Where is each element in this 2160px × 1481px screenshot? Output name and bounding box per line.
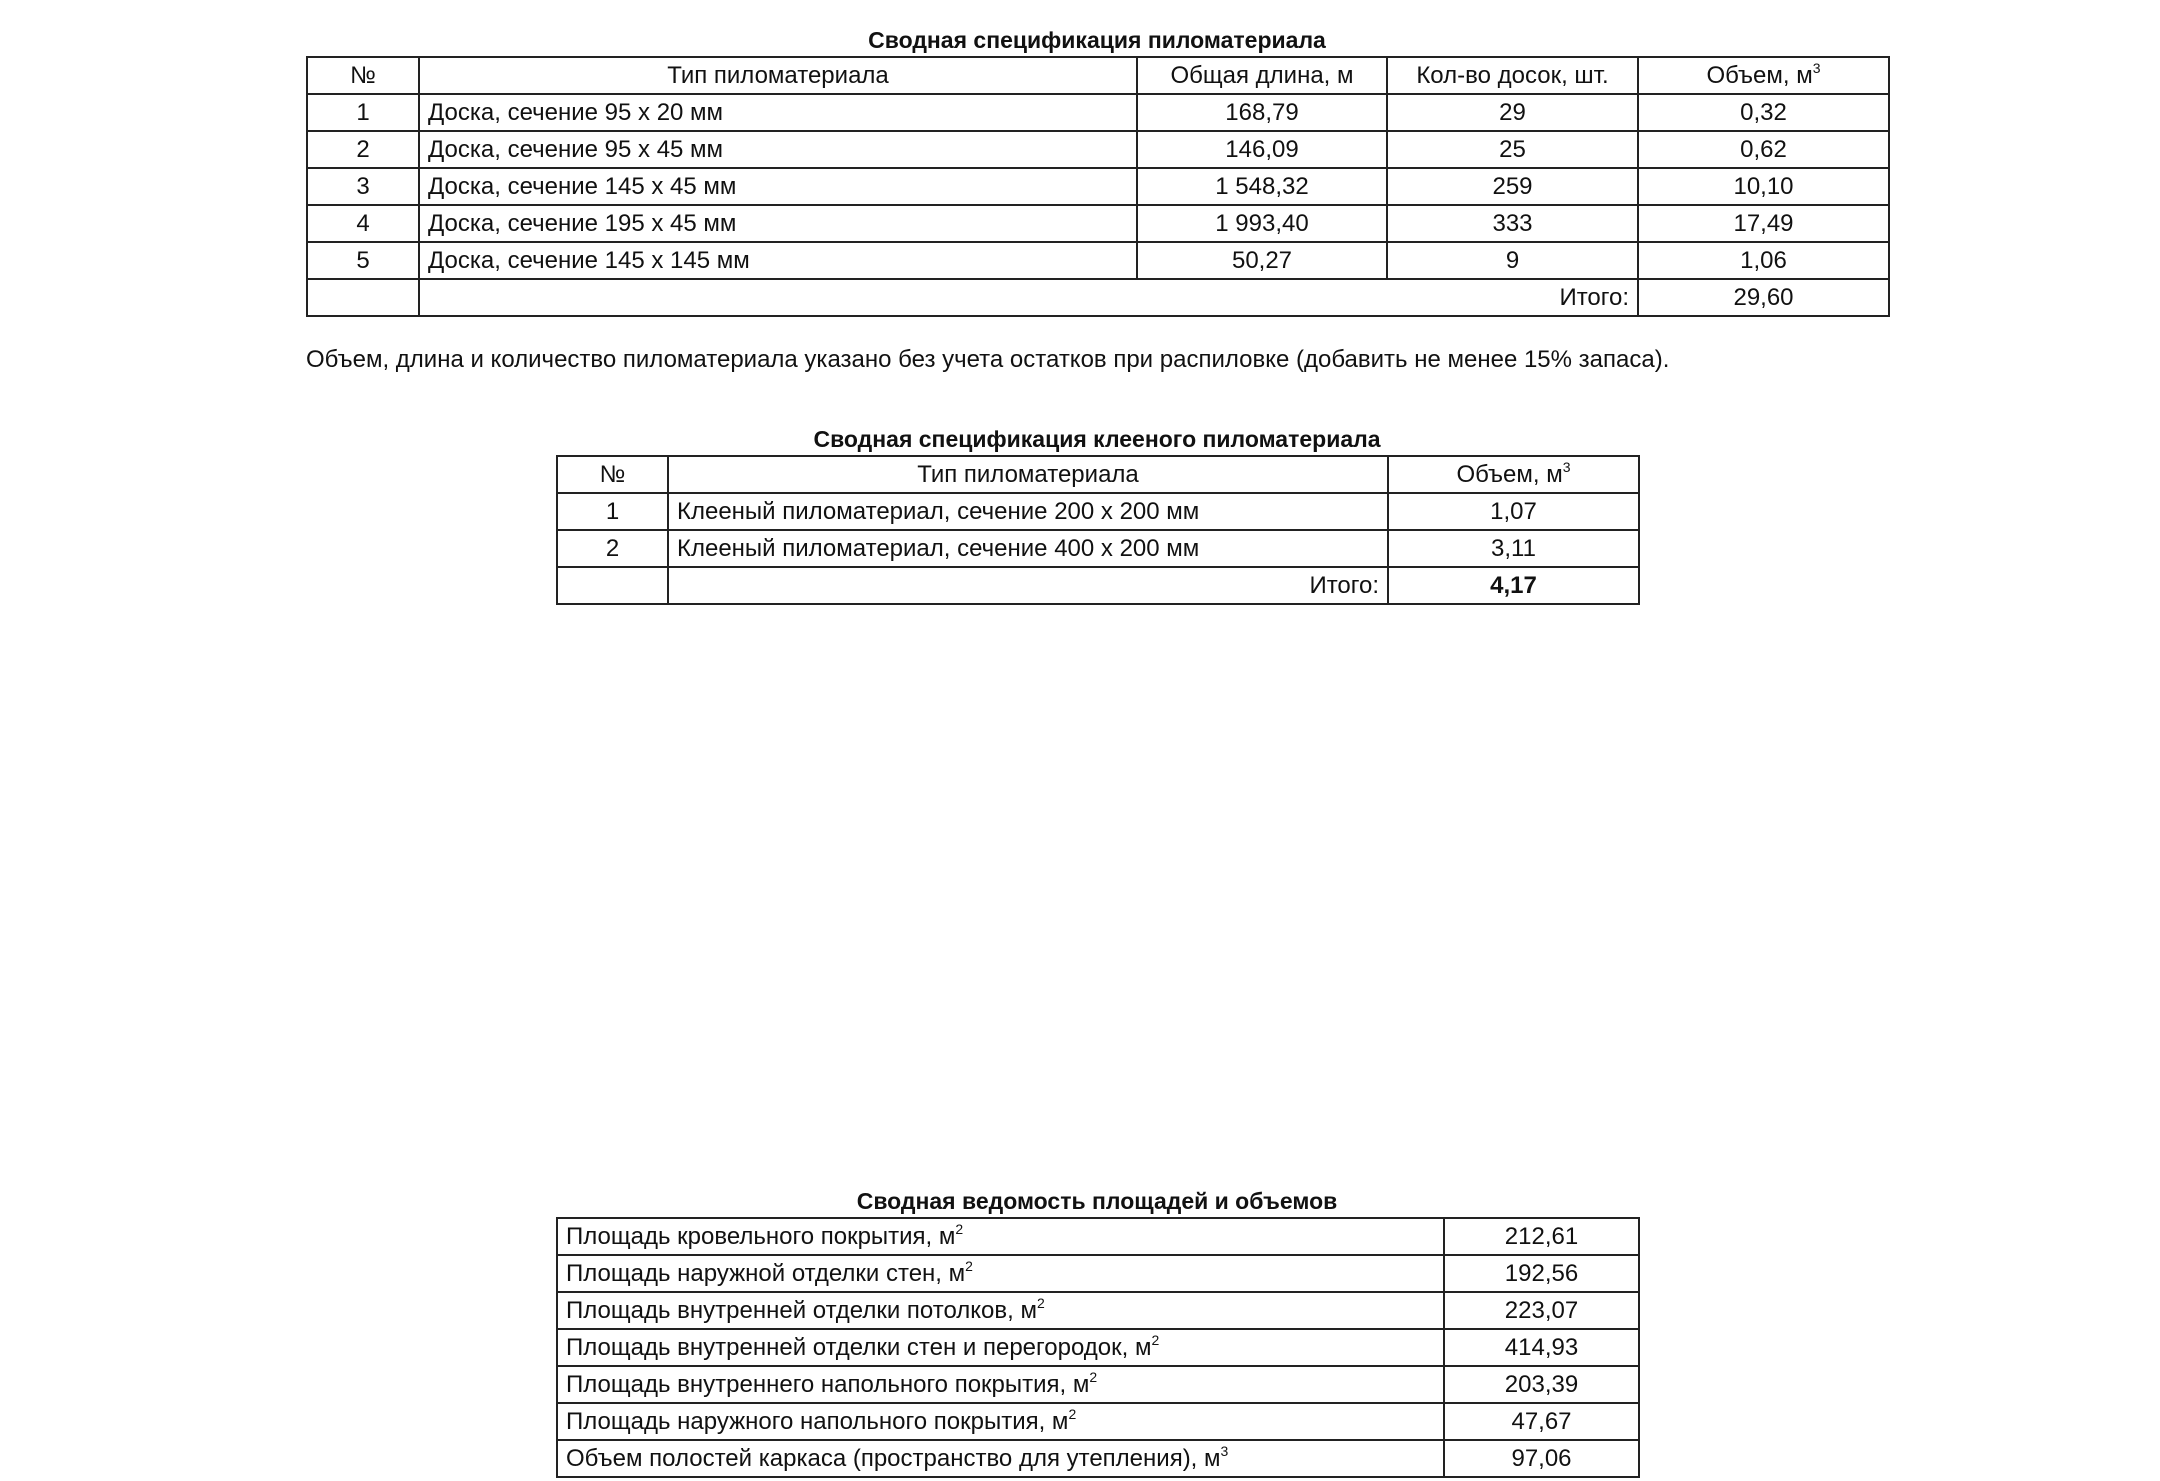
table-header-row [307, 57, 1889, 94]
cell-num: 2 [557, 530, 668, 567]
unit-sup: 2 [1089, 1368, 1098, 1385]
unit-sup: 2 [1036, 1294, 1045, 1311]
cell-value: 212,61 [1444, 1218, 1639, 1255]
label-text: Площадь внутреннего напольного покрытия, м [566, 1370, 1090, 1398]
header-volume-label: Объем, м [1706, 61, 1813, 89]
table-row [557, 1255, 1639, 1292]
label-text: Площадь кровельного покрытия, м [566, 1222, 956, 1250]
table-row [307, 94, 1889, 131]
cell-label [557, 1218, 1444, 1255]
cell-value: 192,56 [1444, 1255, 1639, 1292]
total-row [307, 279, 1889, 316]
cell-count: 25 [1387, 131, 1638, 168]
total-label: Итого: [668, 567, 1388, 604]
table-row [557, 1440, 1639, 1477]
cell-length: 168,79 [1137, 94, 1387, 131]
table-row [557, 1403, 1639, 1440]
header-volume-sup: 3 [1562, 458, 1571, 475]
cell-count: 29 [1387, 94, 1638, 131]
cell-num: 5 [307, 242, 419, 279]
cell-label [557, 1403, 1444, 1440]
table-row [557, 530, 1639, 567]
lumber-note: Объем, длина и количество пиломатериала указано без учета остатков при распиловке (добавить не менее 15% запаса). [306, 346, 1670, 373]
cell-count: 333 [1387, 205, 1638, 242]
cell-type: Доска, сечение 195 х 45 мм [419, 205, 1137, 242]
lumber-spec-table [306, 56, 1890, 317]
header-count: Кол-во досок, шт. [1387, 57, 1638, 94]
unit-sup: 2 [965, 1257, 973, 1274]
cell-label [557, 1255, 1444, 1292]
cell-num: 2 [307, 131, 419, 168]
cell-volume: 10,10 [1638, 168, 1889, 205]
cell-type: Клееный пиломатериал, сечение 200 х 200 мм [668, 493, 1388, 530]
label-text: Площадь наружной отделки стен, м [566, 1259, 966, 1287]
total-row [557, 567, 1639, 604]
cell-num: 3 [307, 168, 419, 205]
cell-length: 146,09 [1137, 131, 1387, 168]
cell-value: 47,67 [1444, 1403, 1639, 1440]
header-type: Тип пиломатериала [668, 456, 1388, 493]
table-row [307, 205, 1889, 242]
cell-length: 1 993,40 [1137, 205, 1387, 242]
cell-num: 1 [557, 493, 668, 530]
total-blank-cell [557, 567, 668, 604]
table-header-row [557, 456, 1639, 493]
label-text: Площадь внутренней отделки стен и перегородок, м [566, 1333, 1152, 1361]
header-type: Тип пиломатериала [419, 57, 1137, 94]
cell-volume: 1,06 [1638, 242, 1889, 279]
cell-value: 203,39 [1444, 1366, 1639, 1403]
cell-value: 414,93 [1444, 1329, 1639, 1366]
unit-sup: 2 [1068, 1405, 1077, 1422]
label-text: Объем полостей каркаса (пространство для утепления), м [566, 1444, 1221, 1472]
table-row [557, 1366, 1639, 1403]
cell-count: 9 [1387, 242, 1638, 279]
table-row [307, 242, 1889, 279]
unit-sup: 2 [1151, 1331, 1160, 1348]
cell-value: 223,07 [1444, 1292, 1639, 1329]
cell-type: Клееный пиломатериал, сечение 400 х 200 мм [668, 530, 1388, 567]
cell-num: 1 [307, 94, 419, 131]
cell-type: Доска, сечение 95 х 45 мм [419, 131, 1137, 168]
table-row [307, 131, 1889, 168]
cell-label [557, 1366, 1444, 1403]
glued-spec-title: Сводная спецификация клееного пиломатериала [813, 426, 1381, 452]
cell-type: Доска, сечение 145 х 45 мм [419, 168, 1137, 205]
header-volume-label: Объем, м [1456, 460, 1563, 488]
areas-spec-table [556, 1217, 1640, 1478]
table-row [307, 168, 1889, 205]
header-volume [1388, 456, 1639, 493]
header-num: № [557, 456, 668, 493]
table-row [557, 493, 1639, 530]
cell-length: 1 548,32 [1137, 168, 1387, 205]
cell-volume: 1,07 [1388, 493, 1639, 530]
unit-sup: 2 [955, 1220, 964, 1237]
cell-label [557, 1292, 1444, 1329]
unit-sup: 3 [1220, 1442, 1229, 1459]
table-row [557, 1218, 1639, 1255]
cell-value: 97,06 [1444, 1440, 1639, 1477]
cell-volume: 0,32 [1638, 94, 1889, 131]
header-volume [1638, 57, 1889, 94]
label-text: Площадь наружного напольного покрытия, м [566, 1407, 1069, 1435]
cell-type: Доска, сечение 145 х 145 мм [419, 242, 1137, 279]
table-row [557, 1329, 1639, 1366]
cell-count: 259 [1387, 168, 1638, 205]
total-value: 4,17 [1388, 567, 1639, 604]
cell-label [557, 1329, 1444, 1366]
areas-spec-title: Сводная ведомость площадей и объемов [856, 1188, 1338, 1214]
glued-spec-table [556, 455, 1640, 605]
cell-type: Доска, сечение 95 х 20 мм [419, 94, 1137, 131]
cell-volume: 0,62 [1638, 131, 1889, 168]
cell-volume: 17,49 [1638, 205, 1889, 242]
header-volume-sup: 3 [1812, 59, 1821, 76]
header-num: № [307, 57, 419, 94]
cell-length: 50,27 [1137, 242, 1387, 279]
cell-label [557, 1440, 1444, 1477]
total-blank-cell [307, 279, 419, 316]
cell-volume: 3,11 [1388, 530, 1639, 567]
table-row [557, 1292, 1639, 1329]
total-label: Итого: [419, 279, 1638, 316]
lumber-spec-title: Сводная спецификация пиломатериала [868, 27, 1326, 53]
label-text: Площадь внутренней отделки потолков, м [566, 1296, 1037, 1324]
header-length: Общая длина, м [1137, 57, 1387, 94]
cell-num: 4 [307, 205, 419, 242]
total-value: 29,60 [1638, 279, 1889, 316]
